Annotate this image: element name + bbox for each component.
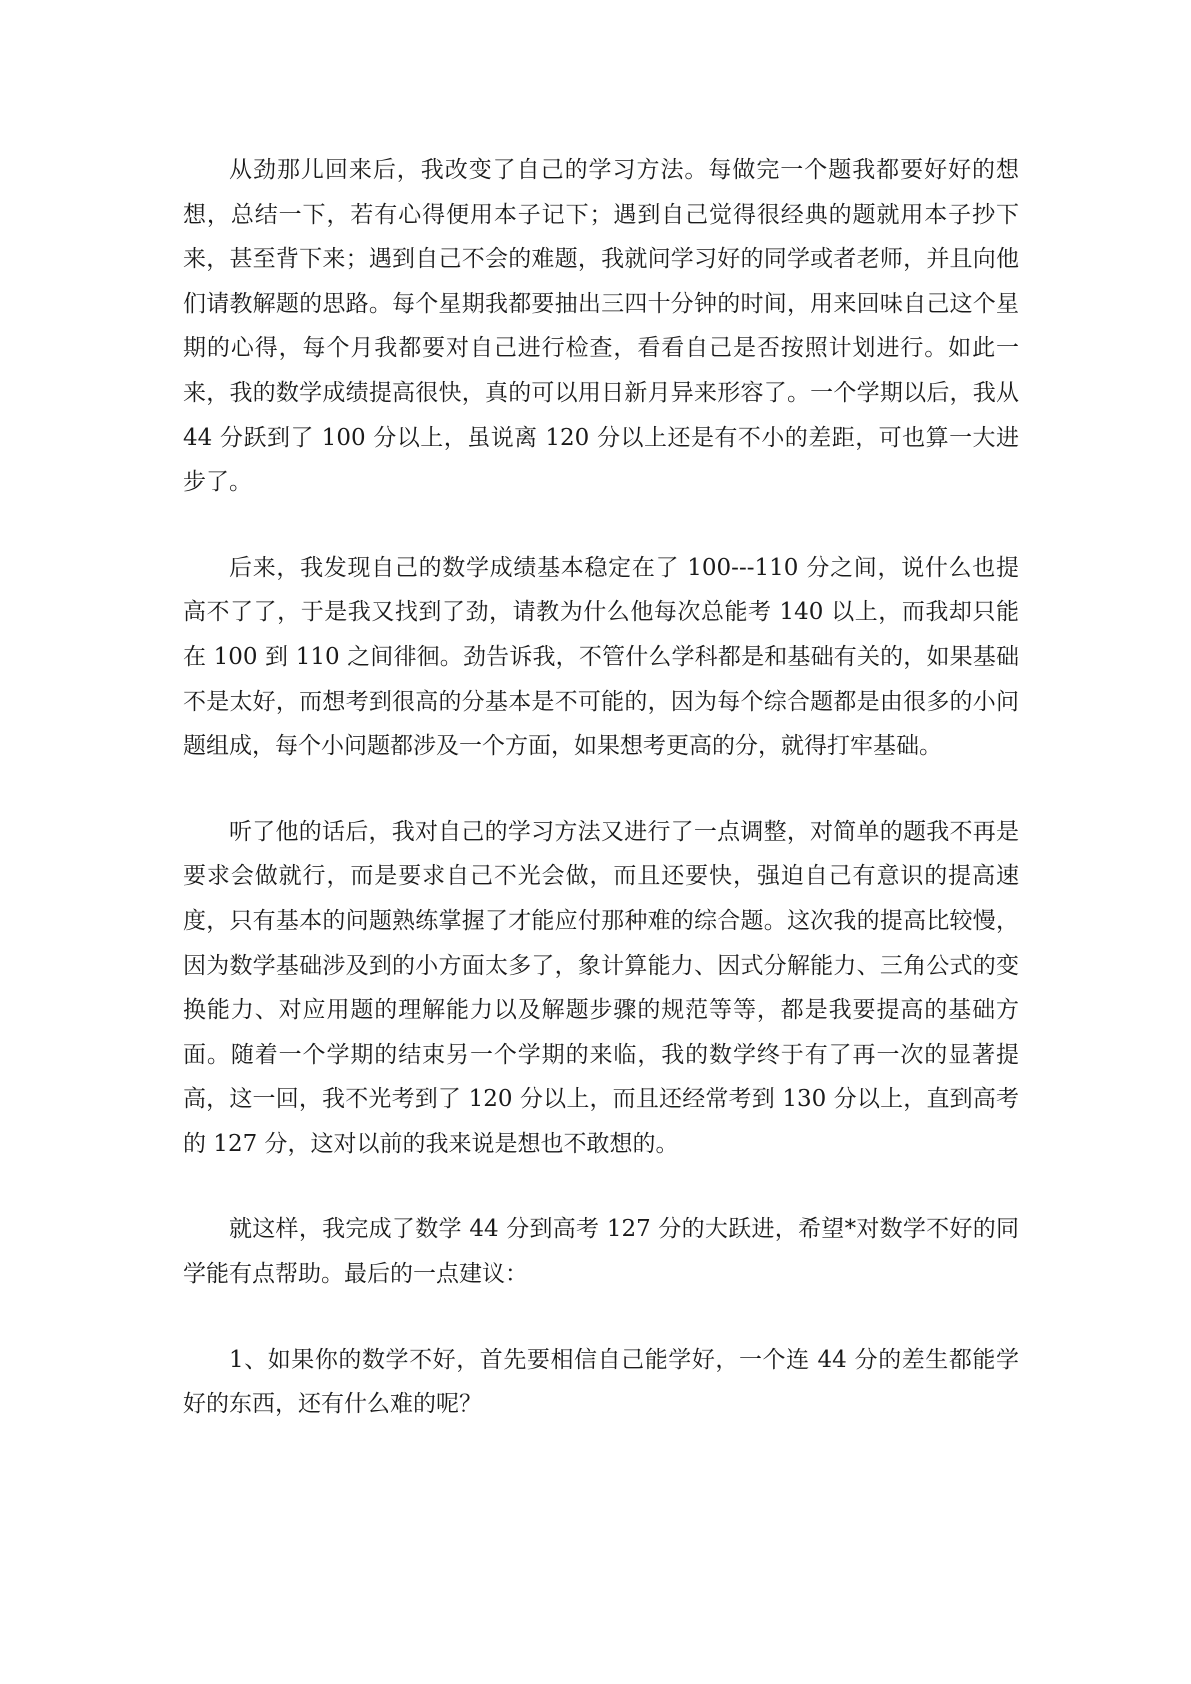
paragraph-advice-1: 1、如果你的数学不好，首先要相信自己能学好，一个连 44 分的差生都能学好的东西，还有什么难的呢？	[183, 1346, 1019, 1418]
paragraph-plateau: 后来，我发现自己的数学成绩基本稳定在了 100---110 分之间，说什么也提高不了了，于是我又找到了劲，请教为什么他每次总能考 140 以上，而我却只能在 100 到 110 之间徘徊。劲告诉我，不管什么学科都是和基础有关的，如果基础不是太好，而想考到很高的分基本是不可能的，因为每个综合题都是由很多的小问题组成，每个小问题都涉及一个方面，如果想考更高的分，就得打牢基础。	[183, 554, 1019, 760]
paragraph-method-change: 从劲那儿回来后，我改变了自己的学习方法。每做完一个题我都要好好的想想，总结一下，若有心得便用本子记下；遇到自己觉得很经典的题就用本子抄下来，甚至背下来；遇到自己不会的难题，我就问学习好的同学或者老师，并且向他们请教解题的思路。每个星期我都要抽出三四十分钟的时间，用来回味自己这个星期的心得，每个月我都要对自己进行检查，看看自己是否按照计划进行。如此一来，我的数学成绩提高很快，真的可以用日新月异来形容了。一个学期以后，我从 44 分跃到了 100 分以上，虽说离 120 分以上还是有不小的差距，可也算一大进步了。	[183, 157, 1019, 496]
paragraph-conclusion: 就这样，我完成了数学 44 分到高考 127 分的大跃进，希望*对数学不好的同学能有点帮助。最后的一点建议：	[183, 1216, 1019, 1288]
document-page	[183, 148, 1019, 1468]
paragraph-adjustment: 听了他的话后，我对自己的学习方法又进行了一点调整，对简单的题我不再是要求会做就行，而是要求自己不光会做，而且还要快，强迫自己有意识的提高速度，只有基本的问题熟练掌握了才能应付那种难的综合题。这次我的提高比较慢，因为数学基础涉及到的小方面太多了，象计算能力、因式分解能力、三角公式的变换能力、对应用题的理解能力以及解题步骤的规范等等，都是我要提高的基础方面。随着一个学期的结束另一个学期的来临，我的数学终于有了再一次的显著提高，这一回，我不光考到了 120 分以上，而且还经常考到 130 分以上，直到高考的 127 分，这对以前的我来说是想也不敢想的。	[183, 818, 1019, 1157]
